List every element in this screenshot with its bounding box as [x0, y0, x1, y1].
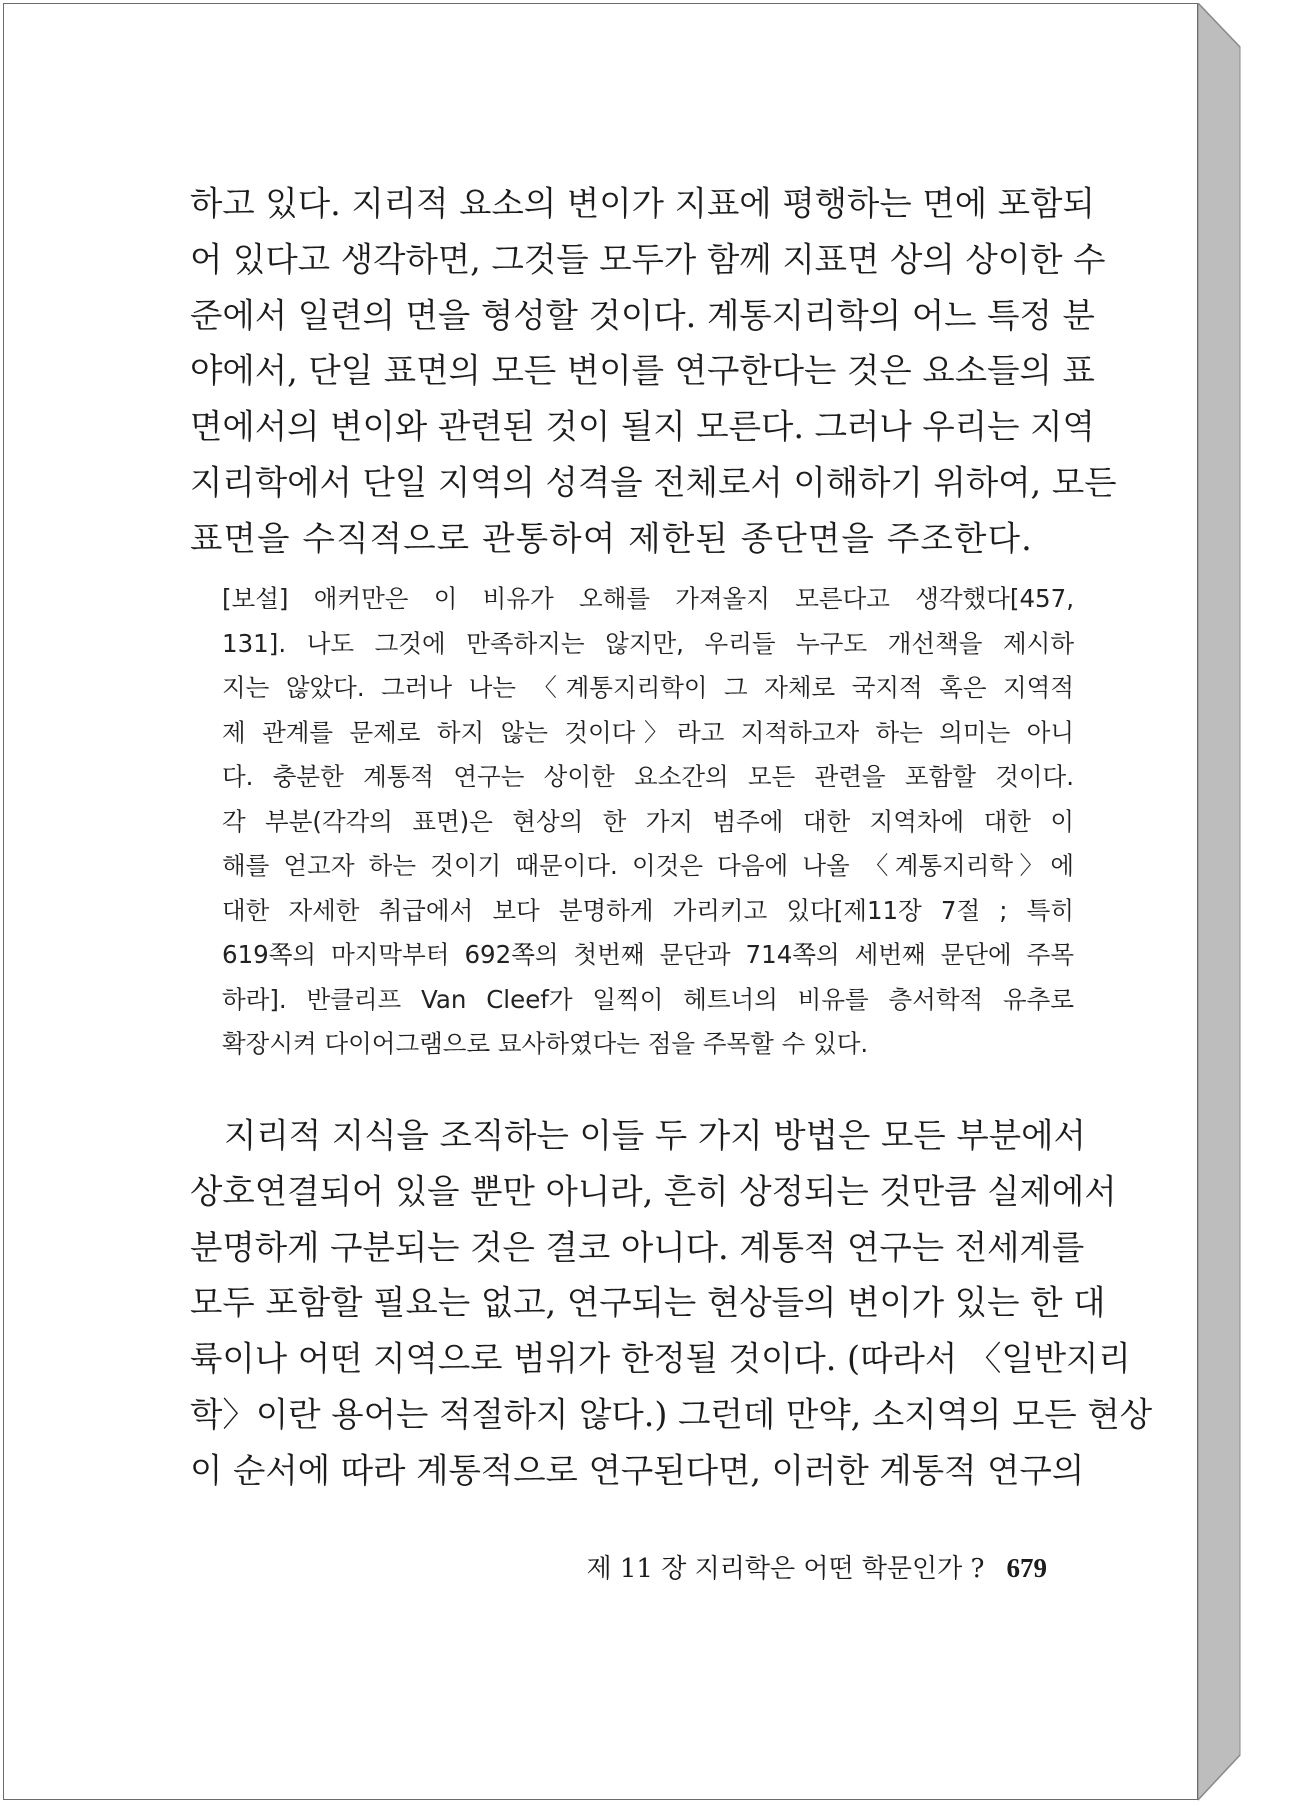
text-line: 상호연결되어 있을 뿐만 아니라, 흔히 상정되는 것만큼 실제에서: [190, 1171, 1117, 1211]
note-line: 619쪽의 마지막부터 692쪽의 첫번째 문단과 714쪽의 세번째 문단에 주목: [222, 940, 1074, 969]
text-line: 모두 포함할 필요는 없고, 연구되는 현상들의 변이가 있는 한 대: [190, 1283, 1106, 1323]
note-line: 확장시켜 다이어그램으로 묘사하였다는 점을 주목할 수 있다.: [222, 1029, 869, 1058]
note-line: [보설] 애커만은 이 비유가 오해를 가져올지 모른다고 생각했다[457,: [222, 584, 1074, 613]
note-line: 다. 충분한 계통적 연구는 상이한 요소간의 모든 관련을 포함할 것이다.: [222, 762, 1074, 791]
text-line: 이 순서에 따라 계통적으로 연구된다면, 이러한 계통적 연구의: [190, 1450, 1085, 1490]
note-line: 지는 않았다. 그러나 나는 〈계통지리학이 그 자체로 국지적 혹은 지역적: [222, 673, 1074, 702]
paragraph-2: [190, 1108, 1153, 1499]
text-line: 준에서 일련의 면을 형성할 것이다. 계통지리학의 어느 특정 분: [190, 295, 1095, 335]
page-number: 679: [1006, 1553, 1047, 1583]
text-line: 면에서의 변이와 관련된 것이 될지 모른다. 그러나 우리는 지역: [190, 407, 1095, 447]
supplementary-note: [222, 577, 1074, 1067]
text-line: 표면을 수직적으로 관통하여 제한된 종단면을 주조한다.: [190, 518, 1033, 558]
note-line: 대한 자세한 취급에서 보다 분명하게 가리키고 있다[제11장 7절 ; 특히: [222, 895, 1074, 925]
text-line: 야에서, 단일 표면의 모든 변이를 연구한다는 것은 요소들의 표: [190, 351, 1095, 391]
text-line: 분명하게 구분되는 것은 결코 아니다. 계통적 연구는 전세계를: [190, 1227, 1085, 1267]
page-edge-graphic: [1198, 3, 1303, 1803]
text-line: 하고 있다. 지리적 요소의 변이가 지표에 평행하는 면에 포함되: [190, 184, 1095, 223]
text-line: 어 있다고 생각하면, 그것들 모두가 함께 지표면 상의 상이한 수: [190, 239, 1106, 279]
text-line: 지리적 지식을 조직하는 이들 두 가지 방법은 모든 부분에서: [224, 1116, 1086, 1155]
note-line: 제 관계를 문제로 하지 않는 것이다〉라고 지적하고자 하는 의미는 아니: [222, 717, 1074, 747]
running-chapter-title: 제 11 장 지리학은 어떤 학문인가 ?: [586, 1554, 985, 1584]
text-line: 륙이나 어떤 지역으로 범위가 한정될 것이다. (따라서 〈일반지리: [190, 1339, 1131, 1379]
paragraph-1: [190, 176, 1117, 567]
note-line: 해를 얻고자 하는 것이기 때문이다. 이것은 다음에 나올 〈계통지리학〉에: [222, 851, 1074, 880]
page-footer: [586, 1548, 1047, 1585]
note-line: 131]. 나도 그것에 만족하지는 않지만, 우리들 누구도 개선책을 제시하: [222, 628, 1074, 658]
note-line: 각 부분(각각의 표면)은 현상의 한 가지 범주에 대한 지역차에 대한 이: [222, 806, 1074, 836]
note-line: 하라]. 반클리프 Van Cleef가 일찍이 헤트너의 비유를 층서학적 유추로: [222, 984, 1074, 1014]
text-line: 학〉이란 용어는 적절하지 않다.) 그런데 만약, 소지역의 모든 현상: [190, 1394, 1153, 1434]
text-line: 지리학에서 단일 지역의 성격을 전체로서 이해하기 위하여, 모든: [190, 462, 1117, 502]
